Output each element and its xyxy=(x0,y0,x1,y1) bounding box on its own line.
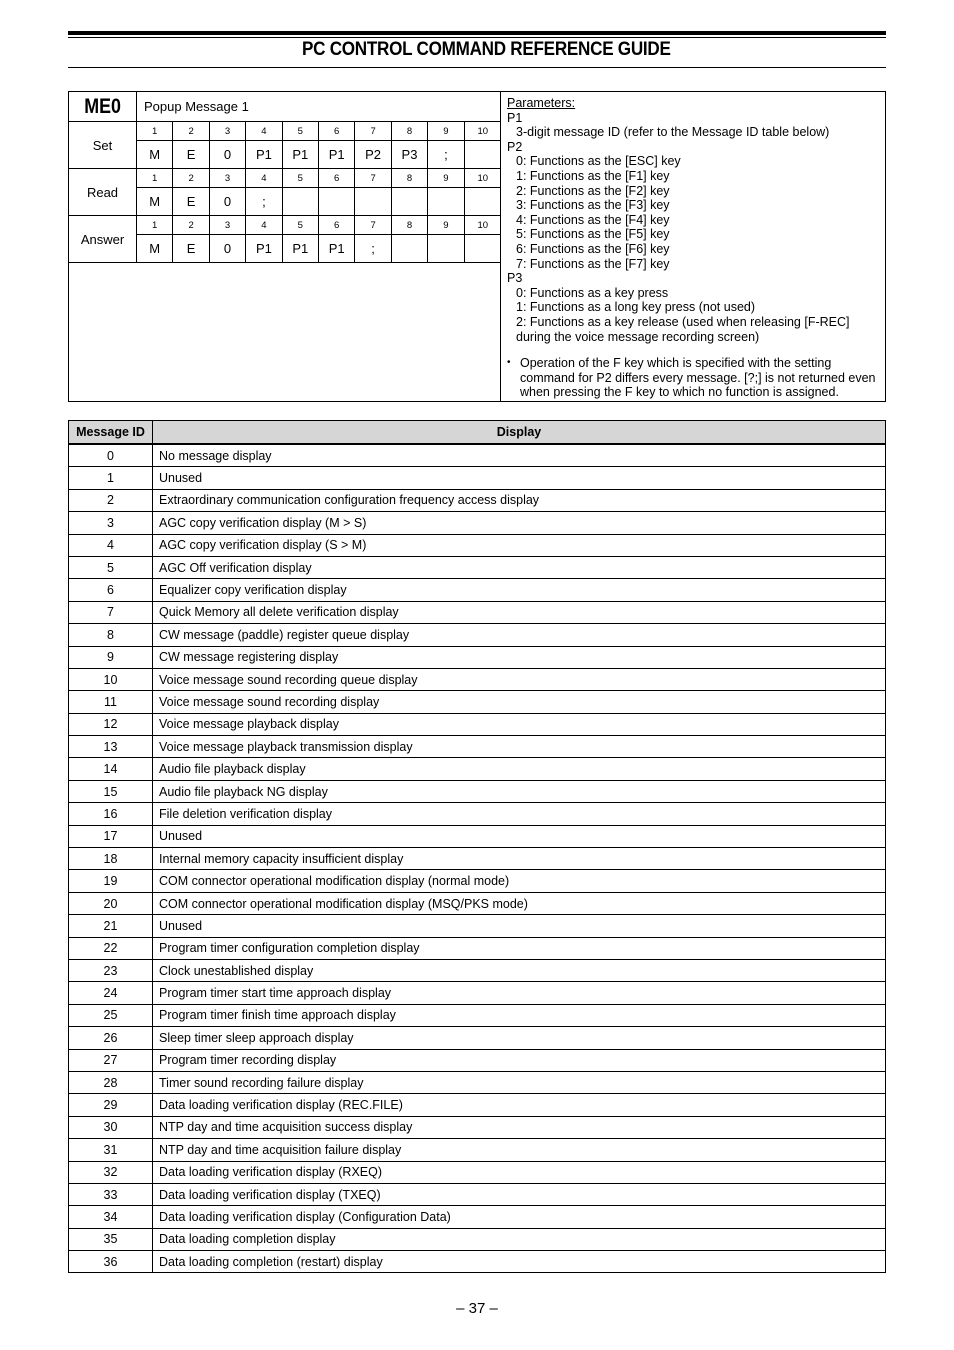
table-row xyxy=(69,1206,886,1228)
message-id-cell: 2 xyxy=(69,489,153,511)
display-cell: Voice message sound recording display xyxy=(153,691,886,713)
table-row xyxy=(69,556,886,578)
table-row xyxy=(69,1139,886,1161)
message-id-cell: 24 xyxy=(69,982,153,1004)
column-index: 9 xyxy=(428,216,464,235)
message-id-cell: 15 xyxy=(69,780,153,802)
display-cell: Unused xyxy=(153,467,886,489)
command-row-label: Set xyxy=(69,122,137,169)
message-id-cell: 22 xyxy=(69,937,153,959)
command-cell xyxy=(465,141,501,169)
display-cell: Data loading verification display (REC.FILE) xyxy=(153,1094,886,1116)
param-p1-desc: 3-digit message ID (refer to the Message ID table below) xyxy=(516,125,830,140)
column-index: 1 xyxy=(137,169,173,188)
param-p1-name: P1 xyxy=(507,110,523,125)
column-index: 4 xyxy=(246,216,282,235)
command-cell: P1 xyxy=(246,141,282,169)
display-cell: Program timer recording display xyxy=(153,1049,886,1071)
message-id-cell: 36 xyxy=(69,1251,153,1273)
command-cell xyxy=(465,188,501,216)
parameters-panel xyxy=(507,96,883,400)
command-cell: P2 xyxy=(355,141,391,169)
message-id-cell: 3 xyxy=(69,512,153,534)
param-p2-option: 3: Functions as the [F3] key xyxy=(516,198,670,213)
message-id-cell: 18 xyxy=(69,848,153,870)
message-id-cell: 25 xyxy=(69,1004,153,1026)
display-cell: Internal memory capacity insufficient display xyxy=(153,848,886,870)
command-cell: P1 xyxy=(319,141,355,169)
message-id-cell: 8 xyxy=(69,624,153,646)
column-index: 8 xyxy=(392,169,428,188)
command-cell: ; xyxy=(355,235,391,263)
command-row-label: Answer xyxy=(69,216,137,263)
param-p2-option: 7: Functions as the [F7] key xyxy=(516,256,670,271)
table-row xyxy=(69,534,886,556)
table-row xyxy=(69,1027,886,1049)
column-index: 10 xyxy=(465,169,501,188)
command-cell xyxy=(465,235,501,263)
command-row-grid xyxy=(137,216,501,263)
display-cell: Program timer start time approach display xyxy=(153,982,886,1004)
column-index: 4 xyxy=(246,169,282,188)
command-cell: P3 xyxy=(392,141,428,169)
column-index: 6 xyxy=(319,122,355,141)
display-cell: AGC Off verification display xyxy=(153,556,886,578)
message-id-table xyxy=(68,420,886,1273)
param-p2-name: P2 xyxy=(507,139,523,154)
column-index: 8 xyxy=(392,216,428,235)
display-cell: NTP day and time acquisition success display xyxy=(153,1116,886,1138)
param-p3-option: 0: Functions as a key press xyxy=(516,285,669,300)
table-row xyxy=(69,1071,886,1093)
message-id-cell: 23 xyxy=(69,959,153,981)
command-divider xyxy=(500,92,501,401)
command-cell: P1 xyxy=(283,235,319,263)
display-cell: Data loading verification display (Configuration Data) xyxy=(153,1206,886,1228)
column-index: 5 xyxy=(283,122,319,141)
column-index: 10 xyxy=(465,216,501,235)
page-number: – 37 – xyxy=(456,1300,498,1317)
message-id-cell: 10 xyxy=(69,668,153,690)
column-index: 2 xyxy=(173,169,209,188)
table-row xyxy=(69,803,886,825)
message-id-cell: 5 xyxy=(69,556,153,578)
table-row xyxy=(69,758,886,780)
header-rule-under xyxy=(68,67,886,68)
display-cell: Program timer configuration completion display xyxy=(153,937,886,959)
display-cell: File deletion verification display xyxy=(153,803,886,825)
table-row xyxy=(69,1228,886,1250)
column-index: 6 xyxy=(319,169,355,188)
param-note: • Operation of the F key which is specified with the setting command for P2 differs every message. [?;] is not returned even when pressing the F key to which no function is assigned. xyxy=(507,356,883,400)
message-id-cell: 34 xyxy=(69,1206,153,1228)
header-rule-thick xyxy=(68,31,886,35)
page-title: PC CONTROL COMMAND REFERENCE GUIDE xyxy=(302,39,671,60)
display-cell: Data loading completion (restart) display xyxy=(153,1251,886,1273)
command-cell: ; xyxy=(428,141,464,169)
command-cell: 0 xyxy=(210,141,246,169)
table-header-row xyxy=(69,421,886,445)
command-cell xyxy=(392,188,428,216)
message-id-cell: 1 xyxy=(69,467,153,489)
display-cell: Voice message playback display xyxy=(153,713,886,735)
table-row xyxy=(69,736,886,758)
column-index: 4 xyxy=(246,122,282,141)
command-cell: 0 xyxy=(210,235,246,263)
table-row xyxy=(69,937,886,959)
table-row xyxy=(69,959,886,981)
command-row-label: Read xyxy=(69,169,137,216)
table-row xyxy=(69,624,886,646)
param-p3-option: 2: Functions as a key release (used when releasing [F-REC] xyxy=(516,314,850,329)
table-row xyxy=(69,601,886,623)
column-index: 5 xyxy=(283,216,319,235)
display-cell: AGC copy verification display (M > S) xyxy=(153,512,886,534)
table-row xyxy=(69,1049,886,1071)
table-row xyxy=(69,892,886,914)
message-id-cell: 32 xyxy=(69,1161,153,1183)
message-id-cell: 27 xyxy=(69,1049,153,1071)
column-index: 1 xyxy=(137,216,173,235)
display-cell: Extraordinary communication configuration frequency access display xyxy=(153,489,886,511)
param-p2-options xyxy=(507,154,883,271)
message-id-cell: 29 xyxy=(69,1094,153,1116)
column-header-message-id: Message ID xyxy=(69,421,153,445)
column-index: 5 xyxy=(283,169,319,188)
display-cell: Unused xyxy=(153,825,886,847)
command-row-grid xyxy=(137,122,501,169)
column-index: 7 xyxy=(355,169,391,188)
command-cell xyxy=(355,188,391,216)
message-id-cell: 26 xyxy=(69,1027,153,1049)
param-p3-options xyxy=(507,286,883,344)
command-row xyxy=(69,216,501,263)
param-p2-option: 6: Functions as the [F6] key xyxy=(516,241,670,256)
table-row xyxy=(69,982,886,1004)
param-p3-name: P3 xyxy=(507,271,523,286)
column-index: 7 xyxy=(355,216,391,235)
table-row xyxy=(69,489,886,511)
table-row xyxy=(69,1251,886,1273)
command-cell: P1 xyxy=(246,235,282,263)
command-row xyxy=(69,122,501,169)
display-cell: Data loading verification display (RXEQ) xyxy=(153,1161,886,1183)
display-cell: Data loading completion display xyxy=(153,1228,886,1250)
column-index: 3 xyxy=(210,122,246,141)
command-cell xyxy=(428,235,464,263)
column-index: 9 xyxy=(428,122,464,141)
command-cell xyxy=(319,188,355,216)
command-cell xyxy=(428,188,464,216)
command-cell: E xyxy=(173,141,209,169)
display-cell: Timer sound recording failure display xyxy=(153,1071,886,1093)
display-cell: Voice message playback transmission display xyxy=(153,736,886,758)
command-cell: E xyxy=(173,188,209,216)
param-p2-option: 2: Functions as the [F2] key xyxy=(516,183,670,198)
command-cell: M xyxy=(137,141,173,169)
message-id-cell: 31 xyxy=(69,1139,153,1161)
message-id-cell: 28 xyxy=(69,1071,153,1093)
param-p2-option: 1: Functions as the [F1] key xyxy=(516,168,670,183)
command-block xyxy=(68,91,886,402)
message-id-cell: 30 xyxy=(69,1116,153,1138)
command-cell: P1 xyxy=(319,235,355,263)
command-cell xyxy=(392,235,428,263)
column-index: 1 xyxy=(137,122,173,141)
command-cell: ; xyxy=(246,188,282,216)
column-index: 3 xyxy=(210,169,246,188)
command-cell xyxy=(283,188,319,216)
table-row xyxy=(69,579,886,601)
message-id-cell: 20 xyxy=(69,892,153,914)
table-row xyxy=(69,848,886,870)
table-row xyxy=(69,1183,886,1205)
parameters-heading: Parameters: xyxy=(507,96,576,110)
message-id-cell: 6 xyxy=(69,579,153,601)
display-cell: Quick Memory all delete verification display xyxy=(153,601,886,623)
display-cell: Data loading verification display (TXEQ) xyxy=(153,1183,886,1205)
column-header-display: Display xyxy=(153,421,886,445)
display-cell: COM connector operational modification display (normal mode) xyxy=(153,870,886,892)
display-cell: Equalizer copy verification display xyxy=(153,579,886,601)
display-cell: CW message (paddle) register queue display xyxy=(153,624,886,646)
command-cell: M xyxy=(137,188,173,216)
table-row xyxy=(69,870,886,892)
column-index: 2 xyxy=(173,122,209,141)
table-row xyxy=(69,780,886,802)
message-table-body xyxy=(69,444,886,1273)
command-title: Popup Message 1 xyxy=(144,99,249,114)
message-id-cell: 17 xyxy=(69,825,153,847)
column-index: 6 xyxy=(319,216,355,235)
message-id-cell: 35 xyxy=(69,1228,153,1250)
table-row xyxy=(69,512,886,534)
table-row xyxy=(69,915,886,937)
command-cell: 0 xyxy=(210,188,246,216)
command-row xyxy=(69,169,501,216)
display-cell: CW message registering display xyxy=(153,646,886,668)
table-row xyxy=(69,1116,886,1138)
table-row xyxy=(69,825,886,847)
table-row xyxy=(69,646,886,668)
display-cell: Clock unestablished display xyxy=(153,959,886,981)
message-id-cell: 16 xyxy=(69,803,153,825)
column-index: 2 xyxy=(173,216,209,235)
display-cell: AGC copy verification display (S > M) xyxy=(153,534,886,556)
param-p2-option: 0: Functions as the [ESC] key xyxy=(516,154,681,169)
column-index: 10 xyxy=(465,122,501,141)
command-name: ME0 xyxy=(69,92,137,122)
message-id-cell: 19 xyxy=(69,870,153,892)
column-index: 3 xyxy=(210,216,246,235)
display-cell: Audio file playback display xyxy=(153,758,886,780)
table-row xyxy=(69,713,886,735)
param-p3-option: 1: Functions as a long key press (not used) xyxy=(516,300,756,315)
table-row xyxy=(69,467,886,489)
display-cell: COM connector operational modification display (MSQ/PKS mode) xyxy=(153,892,886,914)
column-index: 7 xyxy=(355,122,391,141)
display-cell: Sleep timer sleep approach display xyxy=(153,1027,886,1049)
column-index: 8 xyxy=(392,122,428,141)
display-cell: Audio file playback NG display xyxy=(153,780,886,802)
message-id-cell: 14 xyxy=(69,758,153,780)
message-id-cell: 11 xyxy=(69,691,153,713)
display-cell: NTP day and time acquisition failure display xyxy=(153,1139,886,1161)
table-row xyxy=(69,668,886,690)
param-p2-option: 4: Functions as the [F4] key xyxy=(516,212,670,227)
message-id-cell: 12 xyxy=(69,713,153,735)
display-cell: Unused xyxy=(153,915,886,937)
table-row xyxy=(69,444,886,467)
message-id-cell: 0 xyxy=(69,444,153,467)
table-row xyxy=(69,691,886,713)
message-id-cell: 33 xyxy=(69,1183,153,1205)
message-id-cell: 13 xyxy=(69,736,153,758)
message-id-cell: 4 xyxy=(69,534,153,556)
display-cell: Voice message sound recording queue display xyxy=(153,668,886,690)
command-cell: M xyxy=(137,235,173,263)
display-cell: Program timer finish time approach display xyxy=(153,1004,886,1026)
display-cell: No message display xyxy=(153,444,886,467)
param-p2-option: 5: Functions as the [F5] key xyxy=(516,227,670,242)
message-id-cell: 7 xyxy=(69,601,153,623)
table-row xyxy=(69,1161,886,1183)
command-cell: E xyxy=(173,235,209,263)
column-index: 9 xyxy=(428,169,464,188)
param-p3-option: during the voice message recording screen) xyxy=(516,329,760,344)
command-cell: P1 xyxy=(283,141,319,169)
message-id-cell: 21 xyxy=(69,915,153,937)
command-row-grid xyxy=(137,169,501,216)
message-id-cell: 9 xyxy=(69,646,153,668)
table-row xyxy=(69,1004,886,1026)
table-row xyxy=(69,1094,886,1116)
